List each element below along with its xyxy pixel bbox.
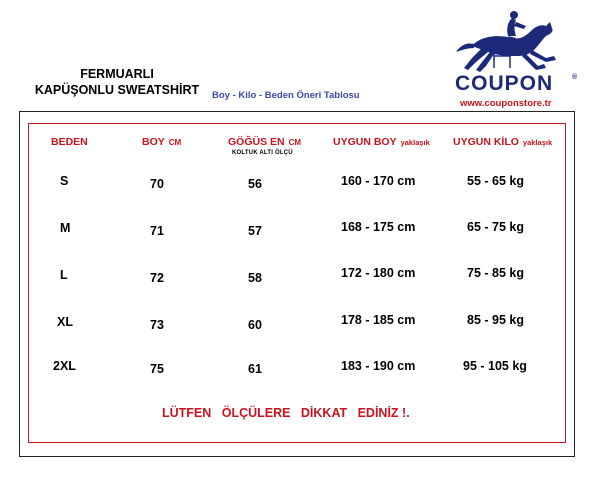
row-xl-size: XL	[57, 315, 73, 329]
row-2xl-weight: 95 - 105 kg	[463, 359, 527, 373]
row-s-weight: 55 - 65 kg	[467, 174, 524, 188]
header-length-unit: CM	[168, 138, 182, 147]
header-fit-height	[333, 136, 430, 148]
row-s-height: 160 - 170 cm	[341, 174, 416, 188]
row-l-length: 72	[150, 271, 164, 285]
row-s-size: S	[60, 174, 69, 188]
brand-name: COUPON	[455, 72, 554, 95]
brand-website: www.couponstore.tr	[460, 98, 552, 109]
row-s-length: 70	[150, 177, 164, 191]
row-2xl-length: 75	[150, 362, 164, 376]
header-fit-weight-label: UYGUN KİLO	[453, 136, 519, 148]
row-xl-weight: 85 - 95 kg	[467, 313, 524, 327]
logo-registered-mark: ®	[572, 74, 578, 81]
row-xl-height: 178 - 185 cm	[341, 313, 416, 327]
header-fit-weight	[453, 136, 552, 148]
header-chest-unit: CM	[288, 138, 302, 147]
header-fit-weight-note: yaklaşık	[522, 138, 553, 147]
product-title	[28, 66, 206, 98]
row-2xl-size: 2XL	[53, 359, 76, 373]
row-s-chest: 56	[248, 177, 262, 191]
header-chest-label: GÖĞÜS EN	[228, 136, 285, 148]
row-l-size: L	[60, 268, 68, 282]
header-fit-height-label: UYGUN BOY	[333, 136, 397, 148]
header-length-label: BOY	[142, 136, 165, 148]
row-m-length: 71	[150, 224, 164, 238]
chart-subtitle: Boy - Kilo - Beden Öneri Tablosu	[212, 90, 360, 101]
product-title-line1: FERMUARLI	[80, 67, 154, 81]
row-m-size: M	[60, 221, 71, 235]
header-fit-height-note: yaklaşık	[400, 138, 430, 147]
product-title-line2: KAPÜŞONLU SWEATSHİRT	[34, 83, 200, 97]
row-xl-chest: 60	[248, 318, 262, 332]
inner-frame	[28, 123, 566, 443]
row-2xl-chest: 61	[248, 362, 262, 376]
row-l-height: 172 - 180 cm	[341, 266, 416, 280]
header-length	[142, 136, 181, 148]
row-l-weight: 75 - 85 kg	[467, 266, 524, 280]
header-chest	[228, 136, 301, 148]
header-size: BEDEN	[51, 136, 88, 148]
header-chest-note: KOLTUK ALTI ÖLÇÜ	[232, 150, 293, 156]
row-m-weight: 65 - 75 kg	[467, 220, 524, 234]
row-m-height: 168 - 175 cm	[341, 220, 416, 234]
row-l-chest: 58	[248, 271, 262, 285]
row-2xl-height: 183 - 190 cm	[341, 359, 416, 373]
measurement-warning: LÜTFEN ÖLÇÜLERE DİKKAT EDİNİZ !.	[162, 406, 410, 420]
row-m-chest: 57	[248, 224, 262, 238]
row-xl-length: 73	[150, 318, 164, 332]
